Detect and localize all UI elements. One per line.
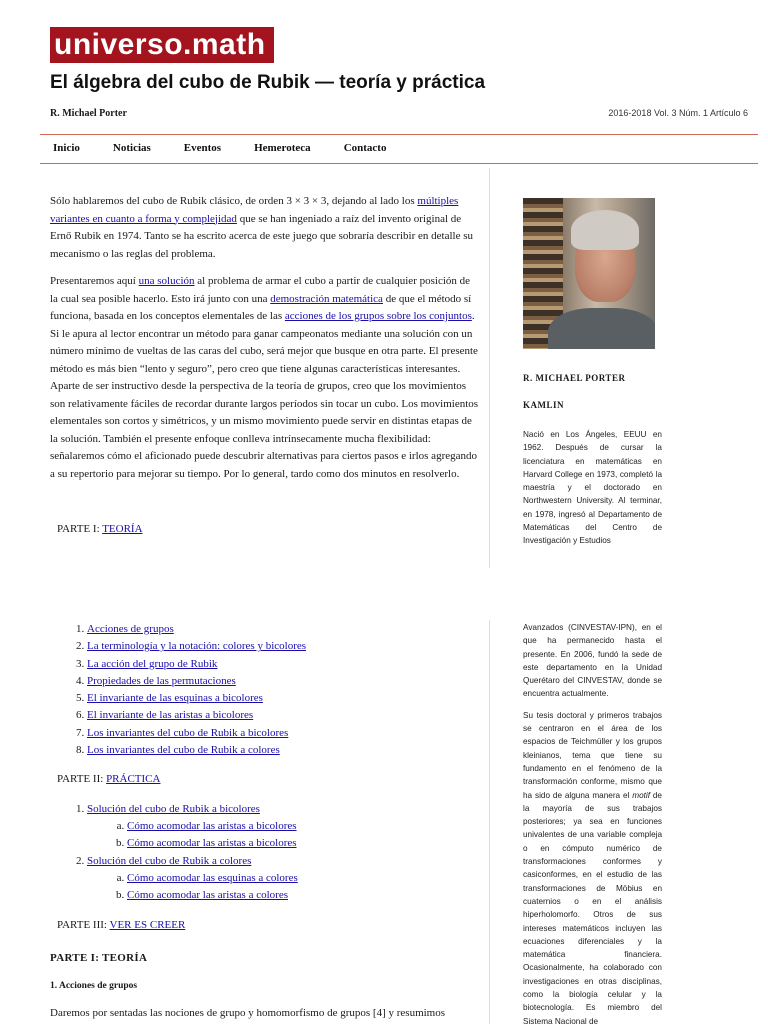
divider-top (40, 134, 758, 135)
section-heading: PARTE I: TEORÍA (50, 952, 148, 965)
toc-link[interactable]: Cómo acomodar las aristas a colores (127, 889, 288, 902)
list-item (87, 638, 480, 655)
list-item (87, 742, 480, 759)
intro-paragraph-2 (50, 273, 480, 483)
toc-link[interactable]: La terminología y la notación: colores y bicolores (87, 640, 307, 653)
link-variantes[interactable]: múltiples variantes en cuanto a forma y complejidad (50, 195, 459, 225)
toc-part2-list (50, 801, 480, 905)
article-title: El álgebra del cubo de Rubik — teoría y práctica (50, 72, 486, 93)
toc-link[interactable]: Acciones de grupos (87, 623, 174, 635)
sidebar-bio-1 (523, 428, 662, 556)
text: PARTE II: (57, 773, 107, 786)
toc-link[interactable]: Propiedades de las permutaciones (87, 674, 236, 687)
list-item (87, 656, 480, 673)
text: que se han ingeniado a raíz del invento original de Ernő Rubik en 1974. Tanto se ha escrito acerca de este juego que sobraría describir en detalle su mecanismo o las reglas del problema. (50, 212, 473, 260)
toc-sublist (87, 818, 480, 853)
link-acciones[interactable]: acciones de los grupos sobre los conjuntos (284, 310, 472, 322)
toc-link[interactable]: Los invariantes del cubo de Rubik a bicolores (87, 726, 289, 739)
list-item (127, 818, 480, 835)
nav-item-noticias[interactable]: Noticias (112, 142, 151, 154)
list-item (87, 801, 480, 853)
nav-item-eventos[interactable]: Eventos (183, 142, 222, 154)
toc-link[interactable]: Cómo acomodar las esquinas a colores (127, 872, 298, 885)
text: . Si le apura al lector encontrar un método para ganar campeonatos mediante una solución con un número mínimo de vueltas de las caras del cubo, será mejor que busque en otra parte. El presente método es más bien “lento y seguro”, pero creo que tiene algunas características interesantes. Aparte de ser instructivo desde la perspectiva de la teoría de grupos, creo que los movimientos son relativamente fáciles de recordar durante largos períodos sin tocar un cubo. Los movimientos elementales son cortos y simétricos, y un mismo movimiento puede servir en distintas etapas de la solución. También el presente enfoque conlleva intrínsecamente mucha flexibilidad: señalaremos cómo el aficionado puede descubrir alternativas para ciertos pasos e irlos agregando a su repertorio para mejorar su tiempo. Por lo general, tardo como dos minutos en resolverlo. (50, 310, 479, 480)
text: de la mayoría de sus trabajos posteriores; ya sea en funciones univalentes de una variable compleja o en cómputo numérico de transformaciones conformes y casiconformes, en el estudio de las transformaciones de Möbius en cuaternios o en el análisis hiperholomorfo. Otros de sus intereses matemáticos incluyen las ecuaciones diferenciales y la matemática financiera. Ocasionalmente, ha colaborado con investigaciones en otras disciplinas, como la biología celular y la biotecnología. Es miembro del Sistema Nacional de (523, 790, 662, 1026)
toc-link[interactable]: Solución del cubo de Rubik a colores (87, 854, 252, 867)
sidebar-affiliation: KAMLIN (523, 400, 564, 410)
column-divider (489, 620, 490, 1024)
toc-part3-header (57, 917, 480, 935)
nav-item-hemeroteca[interactable]: Hemeroteca (254, 142, 311, 154)
site-logo[interactable]: universo.math (50, 27, 274, 63)
text: al problema de armar el cubo a partir de cualquier posición de la cual sea posible hacerlo. Esto irá junto con una (50, 275, 471, 305)
nav-item-inicio[interactable]: Inicio (53, 142, 80, 154)
toc-link[interactable]: Cómo acomodar las aristas a bicolores (127, 837, 297, 850)
text: PARTE I: (57, 523, 103, 535)
text: motif (632, 790, 650, 800)
toc-link[interactable]: Solución del cubo de Rubik a bicolores (87, 802, 260, 815)
text: Presentaremos aquí (50, 275, 139, 287)
bio-text: Nació en Los Ángeles, EEUU en 1962. Después de cursar la licenciatura en matemáticas en Harvard College en 1973, completó la maestría y el doctorado en Northwestern University. Al terminar, en 1978, ingresó al Departamento de Matemáticas del Centro de Investigación y Estudios (523, 430, 662, 546)
author-photo (523, 198, 655, 349)
sidebar-bio-2 (523, 621, 662, 1036)
list-item (127, 835, 480, 852)
article-author: R. Michael Porter (50, 108, 127, 119)
toc-link[interactable]: La acción del grupo de Rubik (87, 657, 218, 670)
table-of-contents (50, 621, 480, 1033)
link-ver-es-creer[interactable]: VER ES CREER (109, 918, 186, 931)
link-una-solucion[interactable]: una solución (138, 275, 195, 287)
sidebar-author-name: R. MICHAEL PORTER (523, 373, 626, 383)
column-divider (489, 168, 490, 568)
link-teoria[interactable]: TEORÍA (102, 523, 143, 535)
list-item (127, 870, 480, 887)
nav-item-contacto[interactable]: Contacto (343, 142, 387, 154)
intro-paragraph-1 (50, 193, 480, 263)
list-item (87, 621, 480, 638)
text: PARTE III: (57, 918, 110, 931)
toc-sublist (87, 870, 480, 905)
list-item (87, 853, 480, 905)
link-demostracion[interactable]: demostración matemática (270, 292, 383, 305)
bio-text: Avanzados (CINVESTAV-IPN), en el que ha permanecido hasta el presente. En 2006, fundó la sede de este departamento en la Unidad Querétaro del CINVESTAV, donde se encuentra actualmente. (523, 623, 662, 699)
link-practica[interactable]: PRÁCTICA (106, 773, 161, 786)
toc-part1-list (50, 621, 480, 759)
article-intro (50, 193, 480, 493)
list-item (87, 690, 480, 707)
list-item (87, 707, 480, 724)
list-item (87, 673, 480, 690)
toc-link[interactable]: El invariante de las aristas a bicolores (87, 709, 254, 722)
text: Su tesis doctoral y primeros trabajos se centraron en el área de los espacios de Teichmüller y los grupos kleinianos, tema que tiene su fundamento en el fenómeno de la transformación conforme, mismo que ha sido de alguna manera el (523, 710, 662, 800)
toc-part2-header (57, 771, 480, 789)
toc-link[interactable]: Cómo acomodar las aristas a bicolores (127, 820, 297, 833)
main-nav (53, 142, 419, 154)
bio-text (523, 709, 662, 1028)
issue-info: 2016-2018 Vol. 3 Núm. 1 Artículo 6 (608, 108, 748, 118)
toc-link[interactable]: El invariante de las esquinas a bicolores (87, 692, 263, 705)
toc-link[interactable]: Los invariantes del cubo de Rubik a colores (87, 744, 280, 757)
section-subheading: 1. Acciones de grupos (50, 980, 138, 991)
toc-part1-header (57, 521, 487, 549)
list-item (127, 887, 480, 904)
divider-nav (40, 163, 758, 164)
text: Sólo hablaremos del cubo de Rubik clásico, de orden 3 × 3 × 3, dejando al lado los (50, 195, 418, 207)
list-item (87, 725, 480, 742)
section-text: Daremos por sentadas las nociones de grupo y homomorfismo de grupos [4] y resumimos (50, 1007, 446, 1020)
text: de que el método sí funciona, basada en los conceptos elementales de las (50, 292, 472, 322)
